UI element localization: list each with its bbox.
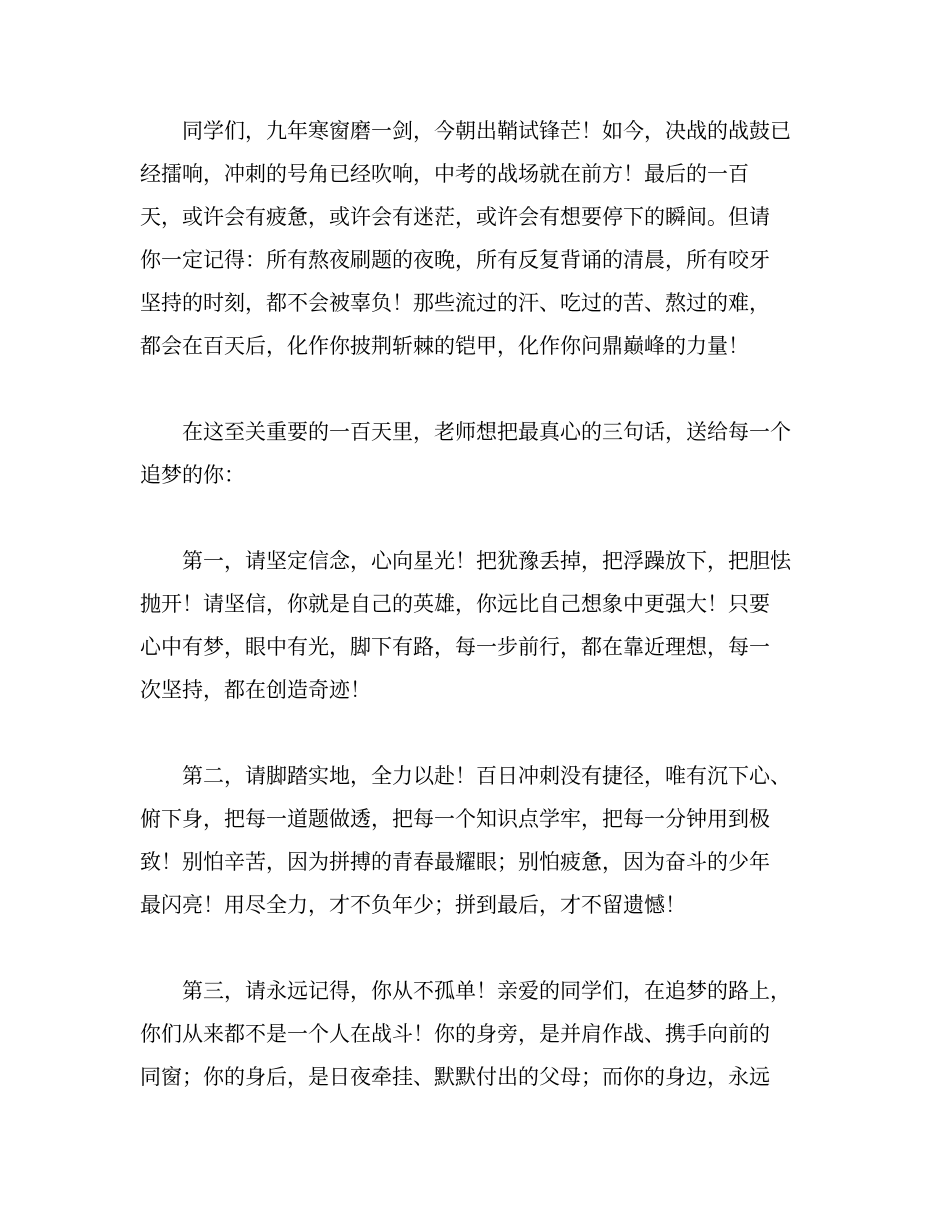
text-line: 第二，请脚踏实地，全力以赴！百日冲刺没有捷径，唯有沉下心、 <box>140 764 791 788</box>
text-line: 俯下身，把每一道题做透，把每一个知识点学牢，把每一分钟用到极 <box>140 807 770 831</box>
text-line: 同学们，九年寒窗磨一剑，今朝出鞘试锋芒！如今，决战的战鼓已 <box>140 119 791 143</box>
text-line: 天，或许会有疲惫，或许会有迷茫，或许会有想要停下的瞬间。但请 <box>140 205 770 229</box>
document-body <box>140 110 805 1142</box>
text-line: 追梦的你： <box>140 463 245 487</box>
text-line: 经擂响，冲刺的号角已经吹响，中考的战场就在前方！最后的一百 <box>140 162 749 186</box>
text-line: 同窗；你的身后，是日夜牵挂、默默付出的父母；而你的身边，永远 <box>140 1065 770 1089</box>
paragraph-intro <box>140 411 805 497</box>
text-line: 都会在百天后，化作你披荆斩棘的铠甲，化作你问鼎巅峰的力量！ <box>140 334 749 358</box>
text-line: 次坚持，都在创造奇迹！ <box>140 678 371 702</box>
text-line: 在这至关重要的一百天里，老师想把最真心的三句话，送给每一个 <box>140 420 791 444</box>
paragraph-second <box>140 755 805 927</box>
text-line: 最闪亮！用尽全力，才不负年少；拼到最后，才不留遗憾！ <box>140 893 686 917</box>
text-line: 你们从来都不是一个人在战斗！你的身旁，是并肩作战、携手向前的 <box>140 1022 770 1046</box>
paragraph-first <box>140 540 805 712</box>
text-line: 致！别怕辛苦，因为拼搏的青春最耀眼；别怕疲惫，因为奋斗的少年 <box>140 850 770 874</box>
text-line: 心中有梦，眼中有光，脚下有路，每一步前行，都在靠近理想，每一 <box>140 635 770 659</box>
text-line: 你一定记得：所有熬夜刷题的夜晚，所有反复背诵的清晨，所有咬牙 <box>140 248 770 272</box>
text-line: 第一，请坚定信念，心向星光！把犹豫丢掉，把浮躁放下，把胆怯 <box>140 549 791 573</box>
paragraph-opening <box>140 110 805 368</box>
text-line: 第三，请永远记得，你从不孤单！亲爱的同学们，在追梦的路上， <box>140 979 791 1003</box>
text-line: 坚持的时刻，都不会被辜负！那些流过的汗、吃过的苦、熬过的难， <box>140 291 770 315</box>
text-line: 抛开！请坚信，你就是自己的英雄，你远比自己想象中更强大！只要 <box>140 592 770 616</box>
paragraph-third <box>140 970 805 1099</box>
